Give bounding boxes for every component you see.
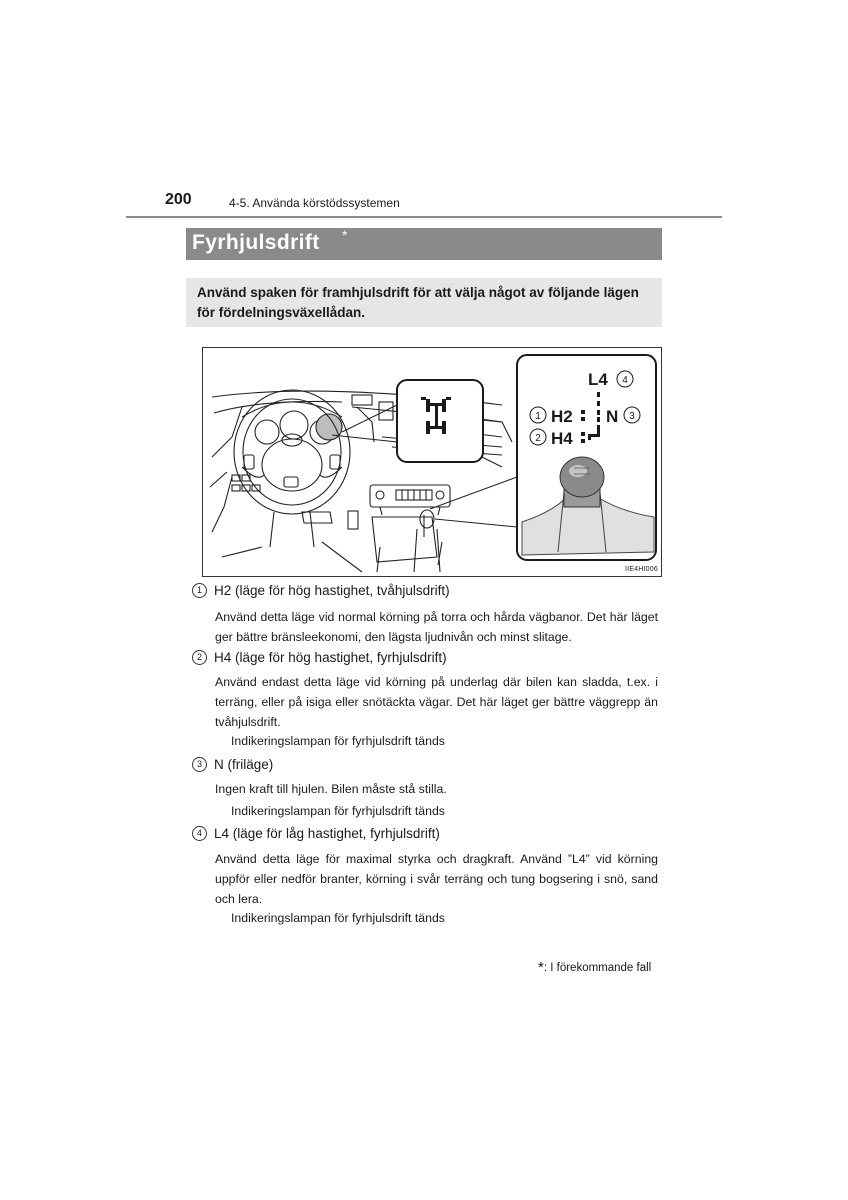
num-4: 4 xyxy=(622,375,628,386)
label-n: N xyxy=(606,407,619,426)
item-1-title: H2 (läge för hög hastighet, tvåhjulsdrift) xyxy=(214,583,450,598)
footnote xyxy=(538,959,651,976)
num-2: 2 xyxy=(535,433,541,444)
item-1-body: Använd detta läge vid normal körning på torra och hårda vägbanor. Det här läget ger bättre bränsleekonomi, den lägsta ljudnivån och minst slitage. xyxy=(215,610,658,644)
4wd-indicator-callout xyxy=(397,380,483,462)
footnote-asterisk: * xyxy=(538,959,544,976)
item-2-heading xyxy=(192,650,447,665)
item-2-title: H4 (läge för hög hastighet, fyrhjulsdrift) xyxy=(214,650,447,665)
label-l4: L4 xyxy=(588,370,608,389)
item-4-heading xyxy=(192,826,440,841)
title-asterisk: * xyxy=(342,227,348,243)
item-4-note: Indikeringslampan för fyrhjulsdrift tänds xyxy=(231,911,445,925)
num-1: 1 xyxy=(535,411,541,422)
item-1-number: 1 xyxy=(192,583,207,598)
shift-pattern-callout xyxy=(517,355,656,560)
item-4-title: L4 (läge för låg hastighet, fyrhjulsdrift) xyxy=(214,826,440,841)
item-1-heading xyxy=(192,583,450,598)
section-breadcrumb: 4-5. Använda körstödssystemen xyxy=(229,196,400,210)
item-2-number: 2 xyxy=(192,650,207,665)
num-3: 3 xyxy=(629,411,635,422)
item-2-note: Indikeringslampan för fyrhjulsdrift tänds xyxy=(231,734,445,748)
figure-code: IIE4HI006 xyxy=(625,566,658,573)
page-title-bar xyxy=(186,228,662,260)
footnote-text: : I förekommande fall xyxy=(543,962,652,974)
item-4-body: Använd detta läge för maximal styrka och dragkraft. Använd ”L4” vid körning uppför eller nedför branter, körning i svår terräng och tung bogsering i snö, sand och lera. xyxy=(215,852,658,906)
intro-box: Använd spaken för framhjulsdrift för att välja något av följande lägen för fördelningsväxellådan. xyxy=(186,278,662,327)
item-3-title: N (friläge) xyxy=(214,757,274,772)
item-3-body: Ingen kraft till hjulen. Bilen måste stå stilla. xyxy=(215,782,447,796)
label-h4: H4 xyxy=(551,429,573,448)
item-2-body: Använd endast detta läge vid körning på underlag där bilen kan sladda, t.ex. i terräng, eller på isiga eller snötäckta vägar. Det här läget ger bättre väggrepp än tvåhjulsdrift. xyxy=(215,675,658,729)
item-3-note: Indikeringslampan för fyrhjulsdrift tänds xyxy=(231,804,445,818)
page-number: 200 xyxy=(165,191,192,208)
item-4-number: 4 xyxy=(192,826,207,841)
item-3-heading xyxy=(192,757,273,772)
item-3-number: 3 xyxy=(192,757,207,772)
transfer-lever-illustration xyxy=(202,347,662,577)
header-divider xyxy=(126,216,722,218)
label-h2: H2 xyxy=(551,407,573,426)
page-title: Fyrhjulsdrift xyxy=(192,231,320,254)
